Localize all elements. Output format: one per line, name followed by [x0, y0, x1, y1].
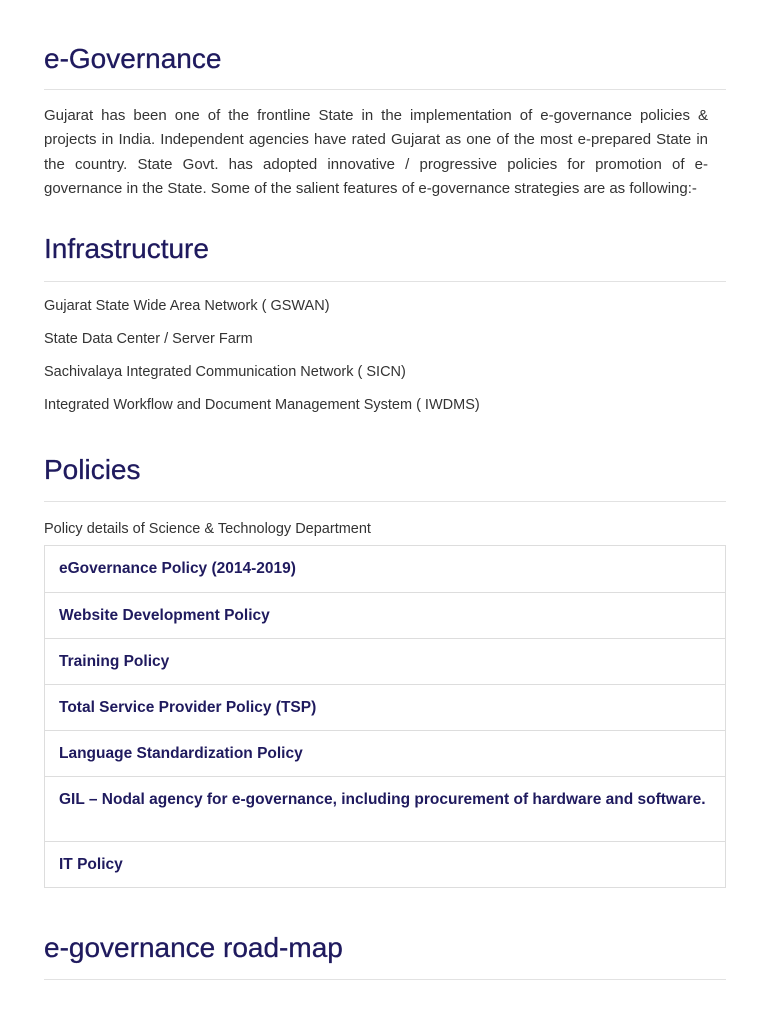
- infrastructure-title: Infrastructure: [44, 233, 209, 264]
- policy-link-language-standardization[interactable]: Language Standardization Policy: [59, 745, 303, 762]
- roadmap-divider: [44, 979, 726, 980]
- policy-item-gil[interactable]: [45, 776, 725, 841]
- infrastructure-item-sicn: Sachivalaya Integrated Communication Network ( SICN): [44, 364, 406, 380]
- policy-item-it-policy[interactable]: [45, 841, 725, 887]
- infrastructure-divider: [44, 281, 726, 282]
- egovernance-intro: Gujarat has been one of the frontline State in the implementation of e-governance policies & projects in India. Independent agencies have rated Gujarat as one of the most e-prepared State in the country. State Govt. has adopted innovative / progressive policies for promotion of e-governance in the State. Some of the salient features of e-governance strategies are as following:-: [44, 107, 708, 197]
- infrastructure-item-iwdms: Integrated Workflow and Document Management System ( IWDMS): [44, 397, 480, 413]
- policy-link-website-development[interactable]: Website Development Policy: [59, 607, 270, 624]
- policy-link-tsp[interactable]: Total Service Provider Policy (TSP): [59, 699, 317, 716]
- policy-item-language-standardization[interactable]: [45, 730, 725, 776]
- policy-item-training[interactable]: [45, 638, 725, 684]
- policy-link-training[interactable]: Training Policy: [59, 653, 170, 670]
- policy-item-tsp[interactable]: [45, 684, 725, 730]
- policy-link-it-policy[interactable]: IT Policy: [59, 856, 123, 873]
- egovernance-divider: [44, 89, 726, 90]
- infrastructure-item-gswan: Gujarat State Wide Area Network ( GSWAN): [44, 298, 330, 314]
- infrastructure-list: [44, 297, 726, 429]
- policy-link-egovernance[interactable]: eGovernance Policy (2014-2019): [59, 560, 296, 577]
- egovernance-title: e-Governance: [44, 43, 222, 74]
- policy-link-gil[interactable]: GIL – Nodal agency for e-governance, including procurement of hardware and software.: [59, 791, 706, 808]
- policy-item-egovernance[interactable]: [45, 546, 725, 592]
- roadmap-title: e-governance road-map: [44, 932, 343, 963]
- policy-list: [44, 545, 726, 888]
- infrastructure-item-data-center: State Data Center / Server Farm: [44, 331, 253, 347]
- policies-title: Policies: [44, 454, 141, 485]
- policy-item-website-development[interactable]: [45, 592, 725, 638]
- policies-caption: Policy details of Science & Technology Department: [44, 521, 371, 537]
- policies-divider: [44, 501, 726, 502]
